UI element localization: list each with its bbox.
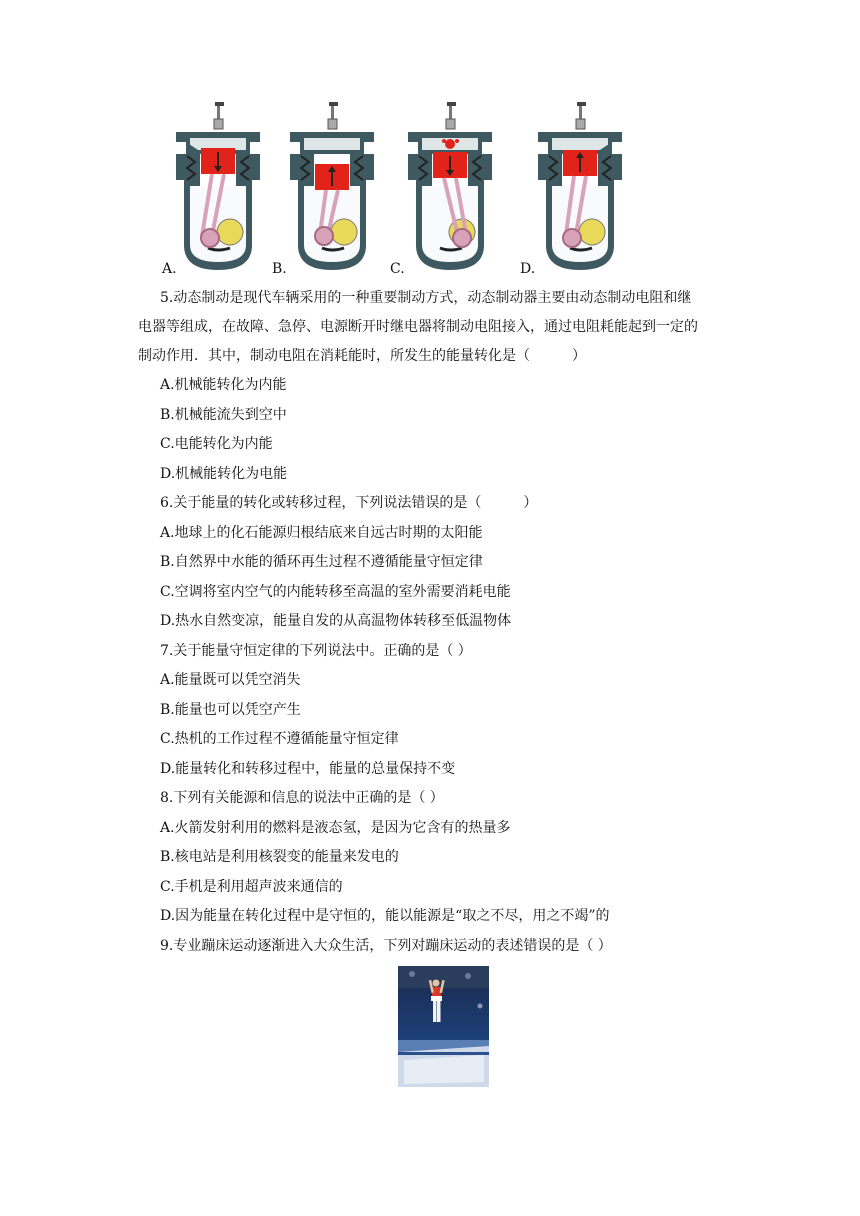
question-8-option-d: D.因为能量在转化过程中是守恒的，能以能源是“取之不尽，用之不竭”的 xyxy=(160,908,610,924)
question-7-option-c: C.热机的工作过程不遵循能量守恒定律 xyxy=(160,731,399,747)
question-5-stem-line-2: 电器等组成，在故障、急停、电源断开时继电器将制动电阻接入，通过电阻耗能起到一定的 xyxy=(138,319,698,335)
option-label-c: C. xyxy=(390,261,405,277)
engine-diagram-d xyxy=(530,100,630,272)
question-5-stem-line-1: 5.动态制动是现代车辆采用的一种重要制动方式，动态制动器主要由动态制动电阻和继 xyxy=(160,290,692,306)
question-5-stem-line-3: 制动作用．其中，制动电阻在消耗能时，所发生的能量转化是（ ） xyxy=(138,348,586,364)
engine-diagram-b xyxy=(282,100,382,272)
question-7-option-d: D.能量转化和转移过程中，能量的总量保持不变 xyxy=(160,761,456,777)
question-5-option-c: C.电能转化为内能 xyxy=(160,436,273,452)
question-5-option-b: B.机械能流失到空中 xyxy=(160,407,287,423)
question-6-option-b: B.自然界中水能的循环再生过程不遵循能量守恒定律 xyxy=(160,554,483,570)
question-7-option-a: A.能量既可以凭空消失 xyxy=(160,672,301,688)
engine-diagram-c xyxy=(400,100,500,272)
question-8-option-a: A.火箭发射利用的燃料是液态氢，是因为它含有的热量多 xyxy=(160,820,511,836)
question-8-stem: 8.下列有关能源和信息的说法中正确的是（ ） xyxy=(160,790,444,806)
engine-diagram-a xyxy=(168,100,268,272)
engine-figure-row xyxy=(0,0,860,285)
option-label-b: B. xyxy=(272,261,287,277)
question-6-option-c: C.空调将室内空气的内能转移至高温的室外需要消耗电能 xyxy=(160,584,511,600)
question-8-option-b: B.核电站是利用核裂变的能量来发电的 xyxy=(160,849,399,865)
question-7-option-b: B.能量也可以凭空产生 xyxy=(160,702,301,718)
question-6-option-d: D.热水自然变凉，能量自发的从高温物体转移至低温物体 xyxy=(160,613,512,629)
question-7-stem: 7.关于能量守恒定律的下列说法中。正确的是（ ） xyxy=(160,643,472,659)
option-label-a: A. xyxy=(162,261,177,277)
question-6-option-a: A.地球上的化石能源归根结底来自远古时期的太阳能 xyxy=(160,525,483,541)
question-8-option-c: C.手机是利用超声波来通信的 xyxy=(160,879,343,895)
trampoline-photo xyxy=(398,966,489,1087)
question-9-stem: 9.专业蹦床运动逐渐进入大众生活，下列对蹦床运动的表述错误的是（ ） xyxy=(160,938,612,954)
option-label-d: D. xyxy=(520,261,536,277)
question-6-stem: 6.关于能量的转化或转移过程，下列说法错误的是（ ） xyxy=(160,495,538,511)
question-5-option-d: D.机械能转化为电能 xyxy=(160,466,288,482)
question-5-option-a: A.机械能转化为内能 xyxy=(160,377,287,393)
